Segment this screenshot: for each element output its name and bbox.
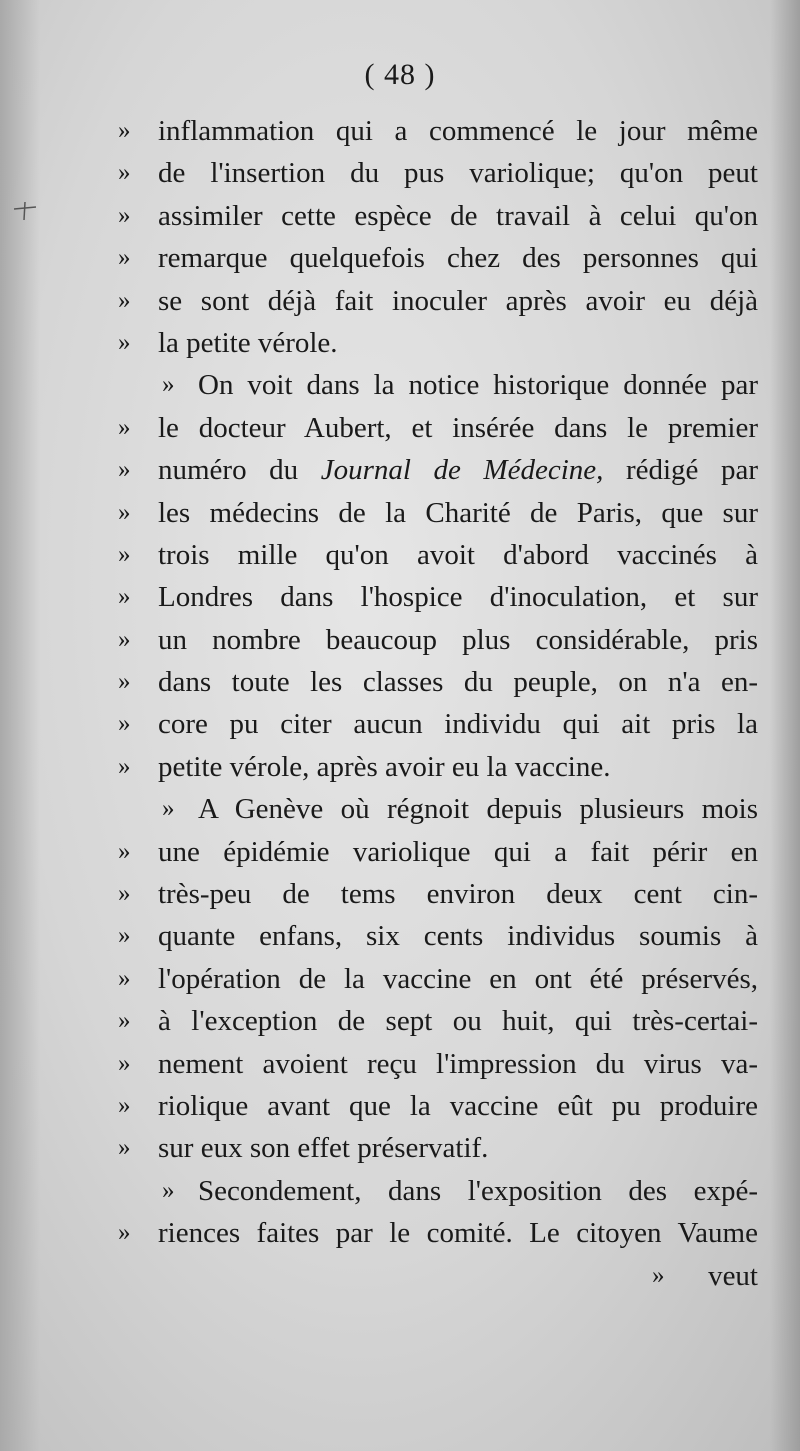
text-line bbox=[118, 407, 758, 449]
quote-mark: » bbox=[118, 117, 131, 144]
quote-mark: » bbox=[118, 1091, 131, 1119]
line-text: le docteur Aubert, et insérée dans le premier bbox=[158, 411, 758, 444]
line-text: assimiler cette espèce de travail à celui qu'on bbox=[158, 199, 758, 232]
quote-mark: » bbox=[118, 1134, 131, 1162]
text-line bbox=[118, 576, 758, 618]
margin-mark bbox=[14, 198, 36, 220]
quote-mark: » bbox=[118, 710, 131, 738]
text-line bbox=[118, 1043, 758, 1085]
quote-mark: » bbox=[118, 922, 131, 950]
catchword bbox=[118, 1255, 758, 1297]
quote-mark: » bbox=[118, 159, 131, 187]
line-text: Secondement, dans l'exposition des expé- bbox=[198, 1174, 758, 1207]
text-line bbox=[118, 1212, 758, 1254]
line-text: quante enfans, six cents individus soumis à bbox=[158, 920, 758, 953]
quote-mark: » bbox=[118, 1049, 131, 1077]
quote-mark: » bbox=[118, 286, 131, 314]
line-text: la petite vérole. bbox=[158, 326, 338, 359]
line-text: sur eux son effet préservatif. bbox=[158, 1132, 489, 1165]
line-text: dans toute les classes du peuple, on n'a en- bbox=[158, 666, 758, 699]
journal-title: Journal de Médecine, bbox=[320, 454, 604, 487]
line-text: l'opération de la vaccine en ont été préservés, bbox=[158, 962, 758, 995]
line-text: veut bbox=[708, 1259, 758, 1292]
quote-mark: » bbox=[118, 583, 131, 611]
line-text: les médecins de la Charité de Paris, que sur bbox=[158, 496, 758, 529]
quote-mark: » bbox=[118, 668, 131, 696]
text-line bbox=[118, 958, 758, 1000]
quote-mark: » bbox=[118, 244, 131, 272]
line-text: On voit dans la notice historique donnée par bbox=[198, 369, 758, 402]
line-text: à l'exception de sept ou huit, qui très-certai- bbox=[158, 1005, 758, 1038]
text-line bbox=[118, 661, 758, 703]
text-line bbox=[118, 237, 758, 279]
line-text: se sont déjà fait inoculer après avoir eu déjà bbox=[158, 284, 758, 317]
text-line bbox=[118, 1170, 758, 1212]
line-text: A Genève où régnoit depuis plusieurs mois bbox=[198, 793, 758, 826]
line-text-part: numéro du bbox=[158, 454, 321, 487]
text-line bbox=[118, 619, 758, 661]
page-number: ( 48 ) bbox=[364, 58, 436, 91]
quote-mark: » bbox=[118, 498, 131, 526]
text-line bbox=[118, 449, 758, 491]
text-line bbox=[118, 280, 758, 322]
quote-mark: » bbox=[118, 964, 131, 992]
quote-mark: » bbox=[118, 413, 131, 441]
line-text: riences faites par le comité. Le citoyen Vaume bbox=[158, 1217, 758, 1250]
text-line bbox=[118, 873, 758, 915]
line-text-part: rédigé par bbox=[603, 454, 758, 487]
text-line bbox=[118, 534, 758, 576]
text-line bbox=[118, 788, 758, 830]
line-text: remarque quelquefois chez des personnes qui bbox=[158, 242, 758, 275]
text-line bbox=[118, 831, 758, 873]
quote-mark: » bbox=[162, 1176, 175, 1204]
line-text: riolique avant que la vaccine eût pu produire bbox=[158, 1089, 758, 1122]
line-text: Londres dans l'hospice d'inoculation, et sur bbox=[158, 581, 758, 614]
quote-mark: » bbox=[162, 795, 175, 823]
text-line bbox=[118, 703, 758, 745]
line-text bbox=[158, 449, 758, 491]
line-text: inflammation qui a commencé le jour même bbox=[158, 115, 758, 147]
quote-mark: » bbox=[118, 456, 131, 484]
quote-mark: » bbox=[118, 880, 131, 908]
body-text bbox=[118, 110, 758, 1297]
quote-mark: » bbox=[652, 1261, 665, 1289]
line-text: une épidémie variolique qui a fait périr en bbox=[158, 835, 758, 868]
line-text: trois mille qu'on avoit d'abord vaccinés à bbox=[158, 538, 758, 571]
text-line bbox=[118, 746, 758, 788]
quote-mark: » bbox=[118, 752, 131, 780]
quote-mark: » bbox=[118, 625, 131, 653]
quote-mark: » bbox=[118, 1007, 131, 1035]
line-text: petite vérole, après avoir eu la vaccine. bbox=[158, 750, 611, 783]
text-line bbox=[118, 195, 758, 237]
line-text: nement avoient reçu l'impression du virus va- bbox=[158, 1047, 758, 1080]
text-line bbox=[118, 1127, 758, 1169]
line-text: un nombre beaucoup plus considérable, pris bbox=[158, 623, 758, 656]
quote-mark: » bbox=[118, 201, 131, 229]
line-text: core pu citer aucun individu qui ait pris la bbox=[158, 708, 758, 741]
text-line bbox=[118, 492, 758, 534]
text-line bbox=[118, 322, 758, 364]
text-line bbox=[118, 152, 758, 194]
quote-mark: » bbox=[118, 540, 131, 568]
quote-mark: » bbox=[162, 371, 175, 399]
quote-mark: » bbox=[118, 1219, 131, 1247]
line-text: très-peu de tems environ deux cent cin- bbox=[158, 878, 758, 911]
text-line bbox=[118, 110, 758, 152]
quote-mark: » bbox=[118, 837, 131, 865]
text-line bbox=[118, 915, 758, 957]
text-line bbox=[118, 364, 758, 406]
line-text: de l'insertion du pus variolique; qu'on peut bbox=[158, 157, 758, 190]
text-line bbox=[118, 1085, 758, 1127]
text-line bbox=[118, 1000, 758, 1042]
quote-mark: » bbox=[118, 328, 131, 356]
